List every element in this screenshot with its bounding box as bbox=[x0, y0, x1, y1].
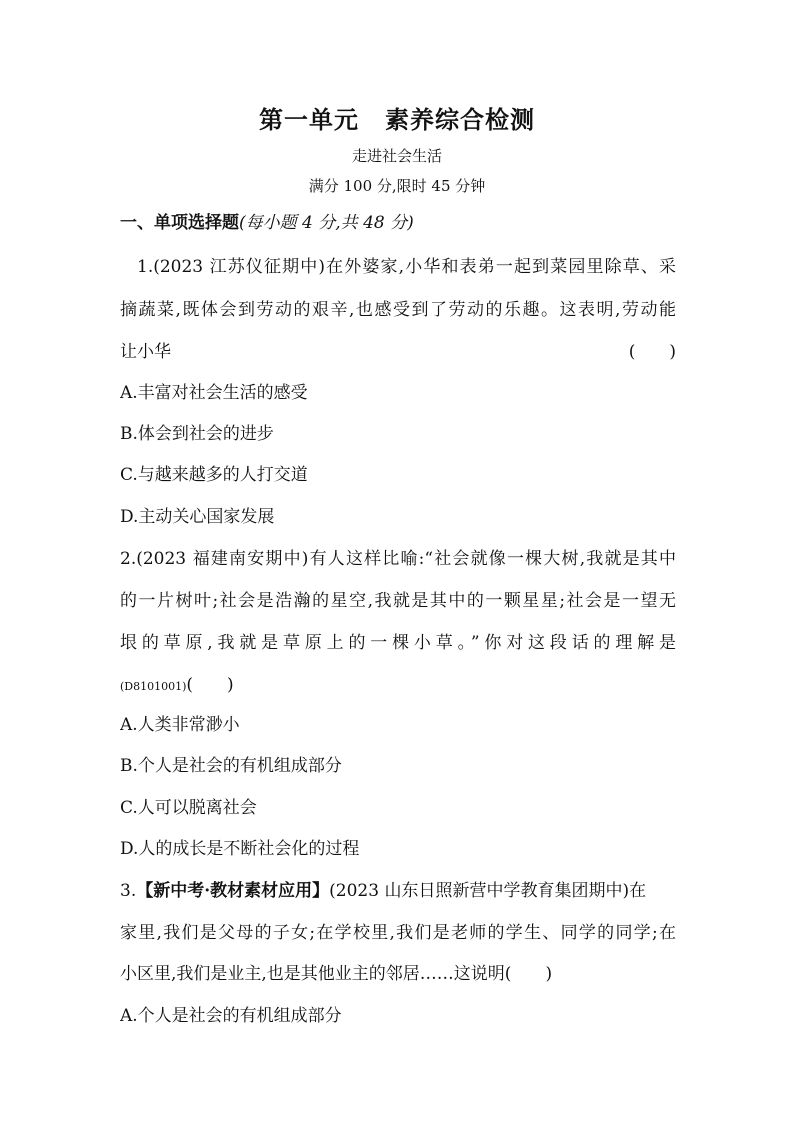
q3-line-2: 家里,我们是父母的子女;在学校里,我们是老师的学生、同学的同学;在 bbox=[120, 923, 676, 943]
q1-option-c: C.与越来越多的人打交道 bbox=[120, 465, 308, 485]
q3-tag: 【新中考·教材素材应用】 bbox=[136, 881, 330, 901]
section-title: 一、单项选择题 bbox=[120, 213, 239, 233]
q1-answer-paren: ( ) bbox=[628, 342, 676, 362]
q2-line-1: 2.(2023 福建南安期中)有人这样比喻:“社会就像一棵大树,我就是其中 bbox=[120, 549, 676, 569]
subtitle: 走进社会生活 bbox=[351, 147, 442, 165]
q3-line-1 bbox=[120, 876, 676, 901]
page-title bbox=[0, 100, 794, 135]
q2-line-2: 的一片树叶;社会是浩瀚的星空,我就是其中的一颗星星;社会是一望无 bbox=[120, 591, 676, 611]
q3-line-3: 小区里,我们是业主,也是其他业主的邻居……这说明( ) bbox=[120, 964, 553, 984]
q2-line-4 bbox=[120, 670, 676, 695]
title-topic: 素养综合检测 bbox=[385, 105, 535, 134]
q1-line-2: 摘蔬菜,既体会到劳动的艰辛,也感受到了劳动的乐趣。这表明,劳动能 bbox=[120, 300, 676, 320]
q2-option-c: C.人可以脱离社会 bbox=[120, 798, 257, 818]
q2-option-b: B.个人是社会的有机组成部分 bbox=[120, 756, 342, 776]
section-note: (每小题 4 分,共 48 分) bbox=[239, 213, 414, 233]
q2-option-a: A.人类非常渺小 bbox=[120, 715, 240, 735]
q1-line-1: 1.(2023 江苏仪征期中)在外婆家,小华和表弟一起到菜园里除草、采 bbox=[137, 257, 676, 277]
q2-option-d: D.人的成长是不断社会化的过程 bbox=[120, 839, 360, 859]
q2-line-3: 垠的草原,我就是草原上的一棵小草。”你对这段话的理解是 bbox=[120, 633, 676, 653]
title-unit: 第一单元 bbox=[259, 105, 359, 134]
q1-option-b: B.体会到社会的进步 bbox=[120, 424, 274, 444]
q3-number: 3. bbox=[120, 881, 137, 901]
q3-line-1-rest: (2023 山东日照新营中学教育集团期中)在 bbox=[329, 881, 647, 901]
q1-line-3: 让小华 bbox=[120, 342, 171, 362]
section-heading bbox=[120, 208, 414, 233]
q1-option-a: A.丰富对社会生活的感受 bbox=[120, 383, 308, 403]
q2-question-code: (D8101001) bbox=[120, 680, 187, 693]
score-time-info: 满分 100 分,限时 45 分钟 bbox=[308, 177, 486, 195]
q2-answer-paren: ( ) bbox=[186, 675, 234, 695]
q1-option-d: D.主动关心国家发展 bbox=[120, 507, 275, 527]
q3-option-a: A.个人是社会的有机组成部分 bbox=[120, 1006, 342, 1026]
